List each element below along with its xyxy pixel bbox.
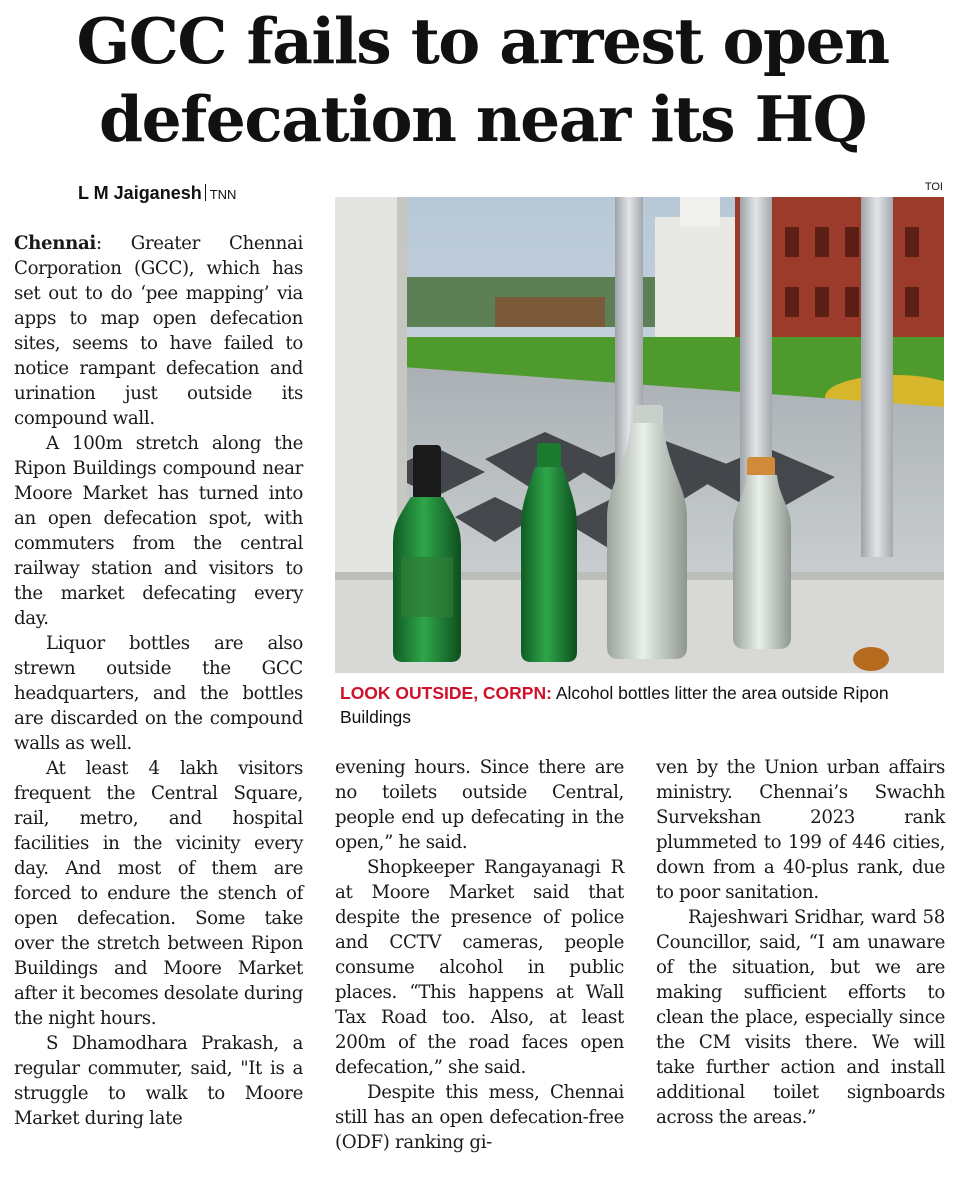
byline-author: L M Jaiganesh — [78, 183, 202, 203]
news-photo — [335, 197, 944, 673]
article-paragraph: Liquor bottles are also strewn outside the GCC headquarters, and the bottles are discarded on the compound walls as well. — [14, 633, 303, 754]
byline-divider — [205, 184, 206, 201]
article-paragraph: Rajeshwari Sridhar, ward 58 Councillor, said, “I am unaware of the situation, but we are making sufficient efforts to clean the place, especially since the CM visits there. We will take further action and install additional toilet signboards across the areas.” — [656, 907, 945, 1128]
photo-credit: TOI — [924, 181, 943, 193]
article-paragraph: ven by the Union urban affairs ministry. Chennai’s Swachh Survekshan 2023 rank plummeted to 199 of 446 cities, down from a 40-plus rank, due to poor sanitation. — [656, 757, 945, 903]
article-paragraph: At least 4 lakh visitors frequent the Central Square, rail, metro, and hospital facilities in the vicinity every day. And most of them are forced to endure the stench of open defecation. Some take over the stretch between Ripon Buildings and Moore Market after it becomes desolate during the night hours. — [14, 758, 303, 1029]
article-paragraph: evening hours. Since there are no toilets outside Central, people end up defecating in the open,” he said. — [335, 757, 624, 853]
headline-line-1: GCC fails to arrest open — [76, 4, 889, 78]
fence-pole — [861, 197, 893, 557]
bottles-photo-illustration — [335, 197, 944, 673]
article-paragraph: S Dhamodhara Prakash, a regular commuter, said, "It is a struggle to walk to Moore Market during late — [14, 1033, 303, 1129]
article-column-1 — [14, 231, 303, 1131]
dateline: Chennai — [14, 233, 96, 254]
bottle-cap — [853, 647, 889, 671]
headline-line-2: defecation near its HQ — [99, 82, 866, 156]
article-column-2 — [335, 755, 624, 1155]
article-paragraph: Shopkeeper Rangayanagi R at Moore Market said that despite the presence of police and CCTV cameras, people consume alcohol in public places. “This happens at Wall Tax Road too. Also, at least 200m of the road faces open defecation,” she said. — [335, 857, 624, 1078]
truck — [495, 297, 605, 327]
article-column-3 — [656, 755, 945, 1130]
white-building — [655, 217, 745, 357]
photo-caption — [340, 681, 940, 729]
headline — [0, 2, 965, 158]
article-paragraph: Despite this mess, Chennai still has an open defecation-free (ODF) ranking gi- — [335, 1082, 624, 1153]
caption-text: Alcohol bottles litter the area outside Ripon Buildings — [340, 683, 889, 727]
byline-agency: TNN — [209, 187, 237, 202]
caption-kicker: LOOK OUTSIDE, CORPN: — [340, 683, 552, 703]
byline — [78, 183, 236, 204]
article-paragraph: A 100m stretch along the Ripon Buildings compound near Moore Market has turned into an open defecation spot, with commuters from the central railway station and visitors to the market defecating every day. — [14, 433, 303, 629]
article-paragraph: Chennai: Greater Chennai Corporation (GCC), which has set out to do ‘pee mapping’ via apps to map open defecation sites, seems to have failed to notice rampant defecation and urination just outside its compound wall. — [14, 233, 303, 429]
